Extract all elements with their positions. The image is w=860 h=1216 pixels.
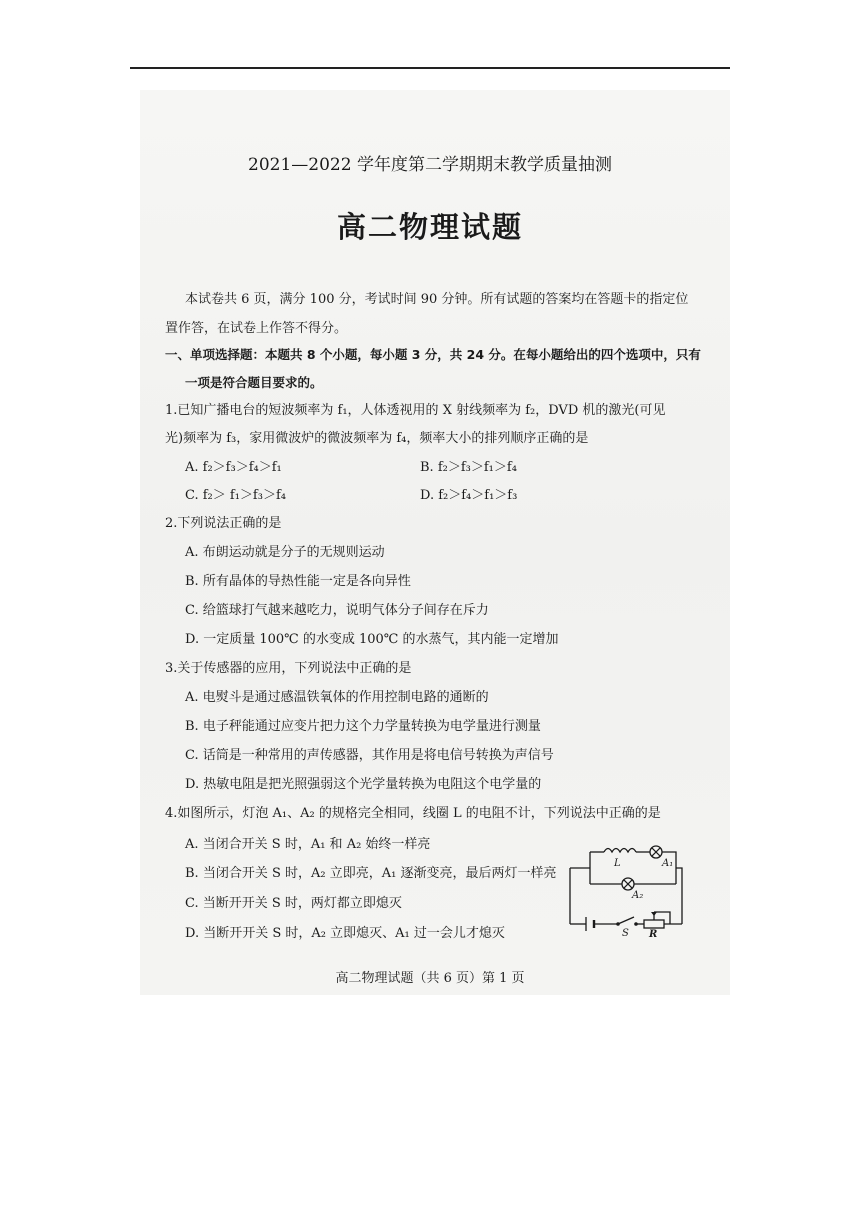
q4-stem: 4.如图所示，灯泡 A₁、A₂ 的规格完全相同，线圈 L 的电阻不计，下列说法中正确的是 bbox=[165, 806, 661, 821]
q1-option-b: B. f₂＞f₃＞f₁＞f₄ bbox=[420, 460, 517, 475]
switch-contact-left bbox=[616, 922, 620, 926]
section-1-heading-cont: 一项是符合题目要求的。 bbox=[185, 375, 323, 390]
intro-line-2: 置作答，在试卷上作答不得分。 bbox=[165, 321, 348, 336]
q3-stem: 3.关于传感器的应用，下列说法中正确的是 bbox=[165, 661, 412, 676]
q4-option-a: A. 当闭合开关 S 时，A₁ 和 A₂ 始终一样亮 bbox=[185, 837, 431, 852]
label-rheostat: R bbox=[649, 929, 658, 938]
q3-option-d: D. 热敏电阻是把光照强弱这个光学量转换为电阻这个电学量的 bbox=[185, 777, 542, 792]
q4-option-c: C. 当断开开关 S 时，两灯都立即熄灭 bbox=[185, 896, 402, 911]
rheostat-body bbox=[644, 920, 664, 928]
q3-option-b: B. 电子秤能通过应变片把力这个力学量转换为电学量进行测量 bbox=[185, 719, 541, 734]
section-1-heading: 一、单项选择题：本题共 8 个小题，每小题 3 分，共 24 分。在每小题给出的四个选项中，只有 bbox=[165, 347, 701, 362]
top-rule bbox=[130, 67, 730, 69]
circuit-diagram bbox=[560, 836, 690, 938]
q3-option-a: A. 电熨斗是通过感温铁氧体的作用控制电路的通断的 bbox=[185, 690, 489, 705]
subject-title: 高二物理试题 bbox=[336, 210, 523, 244]
label-a1: A₁ bbox=[662, 858, 674, 869]
page-footer: 高二物理试题（共 6 页）第 1 页 bbox=[335, 971, 525, 986]
inductor-coil bbox=[604, 849, 636, 853]
q1-stem-2: 光)频率为 f₃，家用微波炉的微波频率为 f₄，频率大小的排列顺序正确的是 bbox=[165, 431, 589, 446]
switch-lever bbox=[618, 917, 634, 924]
q4-option-b: B. 当闭合开关 S 时，A₂ 立即亮，A₁ 逐渐变亮，最后两灯一样亮 bbox=[185, 866, 557, 881]
q2-option-a: A. 布朗运动就是分子的无规则运动 bbox=[185, 545, 385, 560]
q2-option-c: C. 给篮球打气越来越吃力，说明气体分子间存在斥力 bbox=[185, 603, 489, 618]
q1-option-d: D. f₂＞f₄＞f₁＞f₃ bbox=[420, 488, 518, 503]
q2-option-d: D. 一定质量 100℃ 的水变成 100℃ 的水蒸气，其内能一定增加 bbox=[185, 632, 559, 647]
rheostat-slider bbox=[651, 912, 657, 916]
label-switch: S bbox=[622, 928, 629, 938]
label-inductor: L bbox=[614, 858, 621, 869]
q2-stem: 2.下列说法正确的是 bbox=[165, 516, 282, 531]
q4-option-d: D. 当断开开关 S 时，A₂ 立即熄灭、A₁ 过一会儿才熄灭 bbox=[185, 926, 505, 941]
q1-option-a: A. f₂＞f₃＞f₄＞f₁ bbox=[185, 460, 282, 475]
label-a2: A₂ bbox=[632, 890, 644, 901]
q1-option-c: C. f₂＞ f₁＞f₃＞f₄ bbox=[185, 488, 286, 503]
q2-option-b: B. 所有晶体的导热性能一定是各向异性 bbox=[185, 574, 411, 589]
switch-contact-right bbox=[634, 922, 638, 926]
lamp-a2-icon bbox=[622, 878, 634, 890]
exam-title: 2021—2022 学年度第二学期期末教学质量抽测 bbox=[248, 155, 612, 175]
lamp-a1-icon bbox=[650, 846, 662, 858]
q3-option-c: C. 话筒是一种常用的声传感器，其作用是将电信号转换为声信号 bbox=[185, 748, 554, 763]
intro-line-1: 本试卷共 6 页，满分 100 分，考试时间 90 分钟。所有试题的答案均在答题卡的指定位 bbox=[185, 292, 689, 307]
q1-stem-1: 1.已知广播电台的短波频率为 f₁，人体透视用的 X 射线频率为 f₂，DVD 机的激光(可见 bbox=[165, 403, 666, 418]
